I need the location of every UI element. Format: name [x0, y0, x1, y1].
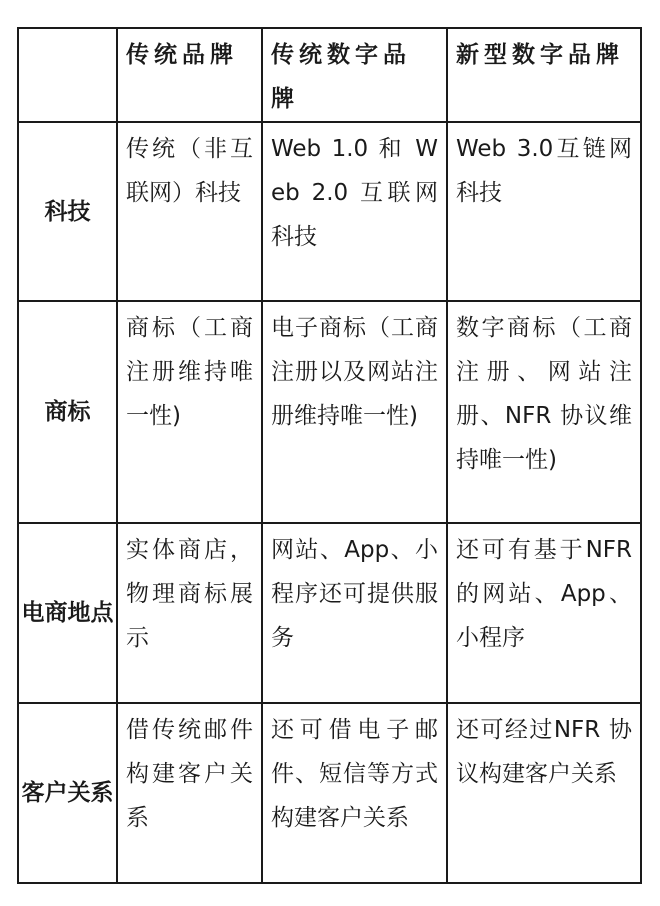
- cell-technology-traditional-digital: Web 1.0 和 Web 2.0 互联网科技: [262, 122, 447, 301]
- table-row: [18, 122, 641, 301]
- row-label-trademark: 商标: [18, 301, 117, 523]
- cell-ecommerce-traditional-digital: 网站、App、小程序还可提供服务: [262, 523, 447, 703]
- table-row: [18, 523, 641, 703]
- cell-customer-traditional: 借传统邮件构建客户关系: [117, 703, 262, 883]
- cell-trademark-traditional: 商标（工商注册维持唯一性): [117, 301, 262, 523]
- corner-cell: [18, 28, 117, 122]
- header-new-digital-brand: 新型数字品牌: [447, 28, 641, 122]
- row-label-ecommerce-location: 电商地点: [18, 523, 117, 703]
- table-row: [18, 703, 641, 883]
- cell-technology-new-digital: Web 3.0互链网科技: [447, 122, 641, 301]
- cell-ecommerce-new-digital: 还可有基于NFR 的网站、App、小程序: [447, 523, 641, 703]
- row-label-technology: 科技: [18, 122, 117, 301]
- cell-technology-traditional: 传统（非互联网）科技: [117, 122, 262, 301]
- cell-trademark-new-digital: 数字商标（工商注册、网站注册、NFR 协议维持唯一性): [447, 301, 641, 523]
- table-row: [18, 301, 641, 523]
- comparison-table: [17, 27, 642, 884]
- row-label-customer-relations: 客户关系: [18, 703, 117, 883]
- cell-ecommerce-traditional: 实体商店，物理商标展示: [117, 523, 262, 703]
- header-traditional-brand: 传统品牌: [117, 28, 262, 122]
- header-row: [18, 28, 641, 122]
- cell-customer-new-digital: 还可经过NFR 协议构建客户关系: [447, 703, 641, 883]
- header-traditional-digital-brand: 传统数字品牌: [262, 28, 447, 122]
- cell-customer-traditional-digital: 还可借电子邮件、短信等方式构建客户关系: [262, 703, 447, 883]
- cell-trademark-traditional-digital: 电子商标（工商注册以及网站注册维持唯一性): [262, 301, 447, 523]
